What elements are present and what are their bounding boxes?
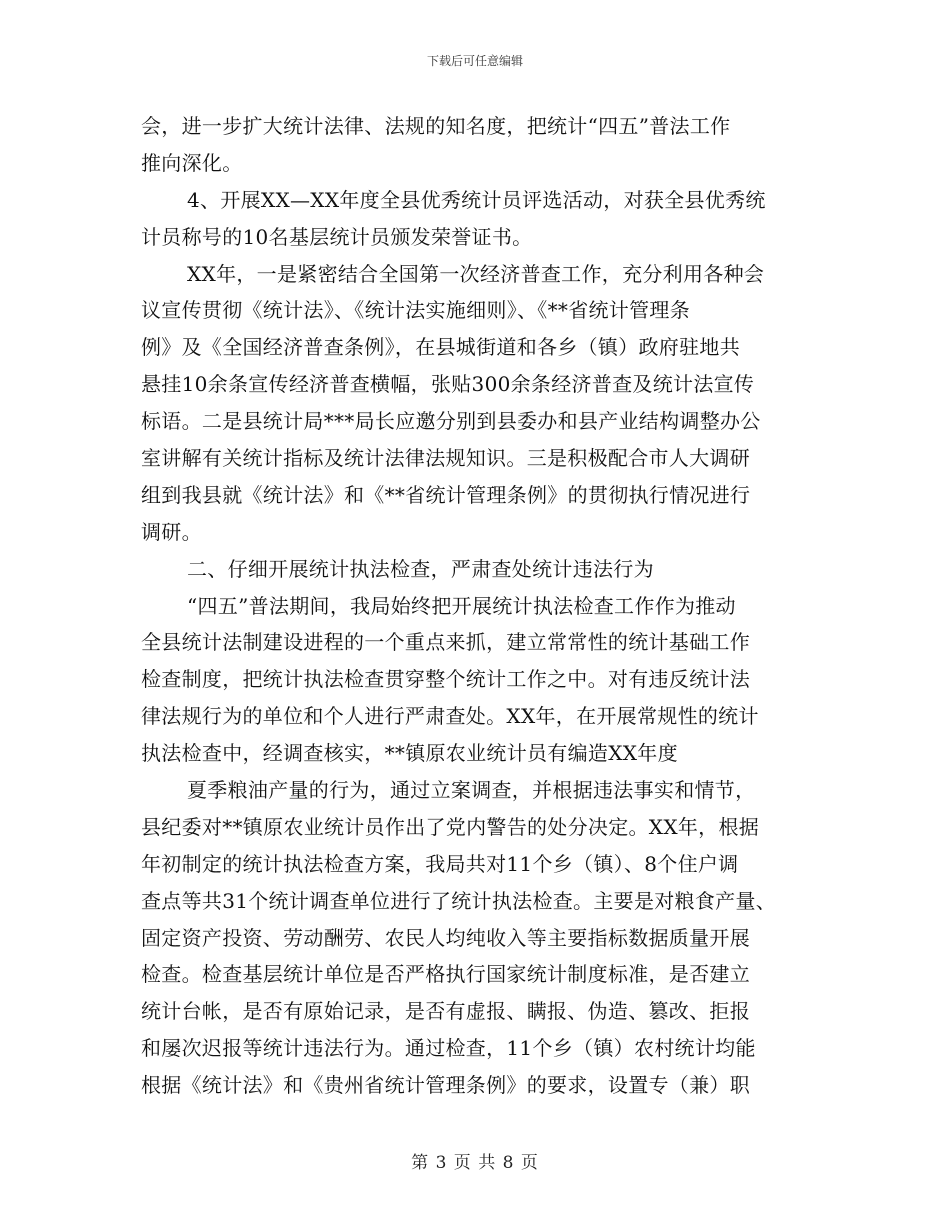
text-line: 统计台帐，是否有原始记录，是否有虚报、瞒报、伪造、篡改、拒报 — [141, 999, 750, 1024]
text-line: 律法规行为的单位和个人进行严肃查处。XX年，在开展常规性的统计 — [141, 704, 759, 729]
text-line: 调研。 — [141, 519, 202, 544]
text-line: 4、开展XX—XX年度全县优秀统计员评选活动，对获全县优秀统 — [187, 187, 766, 212]
text-line: 会，进一步扩大统计法律、法规的知名度，把统计“四五”普法工作 — [141, 114, 731, 138]
text-line: 县纪委对**镇原农业统计员作出了党内警告的处分决定。XX年，根据 — [141, 814, 760, 839]
text-line: 组到我县就《统计法》和《**省统计管理条例》的贯彻执行情况进行 — [141, 482, 751, 507]
text-line: 计员称号的10名基层统计员颁发荣誉证书。 — [141, 224, 533, 249]
text-line: 议宣传贯彻《统计法》、《统计法实施细则》、《**省统计管理条 — [141, 298, 690, 323]
text-line: 二、仔细开展统计执法检查，严肃查处统计违法行为 — [187, 556, 654, 581]
text-line: 和屡次迟报等统计违法行为。通过检查，11个乡（镇）农村统计均能 — [141, 1036, 756, 1061]
text-line: 例》及《全国经济普查条例》，在县城街道和各乡（镇）政府驻地共 — [141, 335, 740, 360]
text-line: XX年，一是紧密结合全国第一次经济普查工作，充分利用各种会 — [187, 261, 765, 286]
page-number-footer: 第 3 页 共 8 页 — [411, 1153, 539, 1173]
text-line: 固定资产投资、劳动酬劳、农民人均纯收入等主要指标数据质量开展 — [141, 925, 750, 950]
text-line: 夏季粮油产量的行为，通过立案调查，并根据违法事实和情节， — [187, 778, 756, 803]
text-line: 年初制定的统计执法检查方案，我局共对11个乡（镇）、8个住户调 — [141, 851, 739, 876]
text-line: 检查。检查基层统计单位是否严格执行国家统计制度标准，是否建立 — [141, 962, 750, 987]
text-line: 执法检查中，经调查核实，**镇原农业统计员有编造XX年度 — [141, 741, 678, 766]
text-line: 查点等共31个统计调查单位进行了统计执法检查。主要是对粮食产量、 — [141, 888, 777, 913]
text-line: 根据《统计法》和《贵州省统计管理条例》的要求，设置专（兼）职 — [141, 1073, 750, 1098]
text-line: 推向深化。 — [141, 150, 243, 175]
page-header-note: 下载后可任意编辑 — [426, 54, 523, 68]
text-line: “四五”普法期间，我局始终把开展统计执法检查工作作为推动 — [187, 593, 736, 618]
text-line: 悬挂10余条宣传经济普查横幅，张贴300余条经济普查及统计法宣传 — [141, 372, 755, 397]
text-line: 室讲解有关统计指标及统计法律法规知识。三是积极配合市人大调研 — [141, 446, 750, 471]
text-line: 检查制度，把统计执法检查贯穿整个统计工作之中。对有违反统计法 — [141, 667, 750, 692]
text-line: 全县统计法制建设进程的一个重点来抓，建立常常性的统计基础工作 — [141, 630, 750, 655]
document-body — [141, 108, 821, 1104]
text-line: 标语。二是县统计局***局长应邀分别到县委办和县产业结构调整办公 — [141, 409, 761, 434]
